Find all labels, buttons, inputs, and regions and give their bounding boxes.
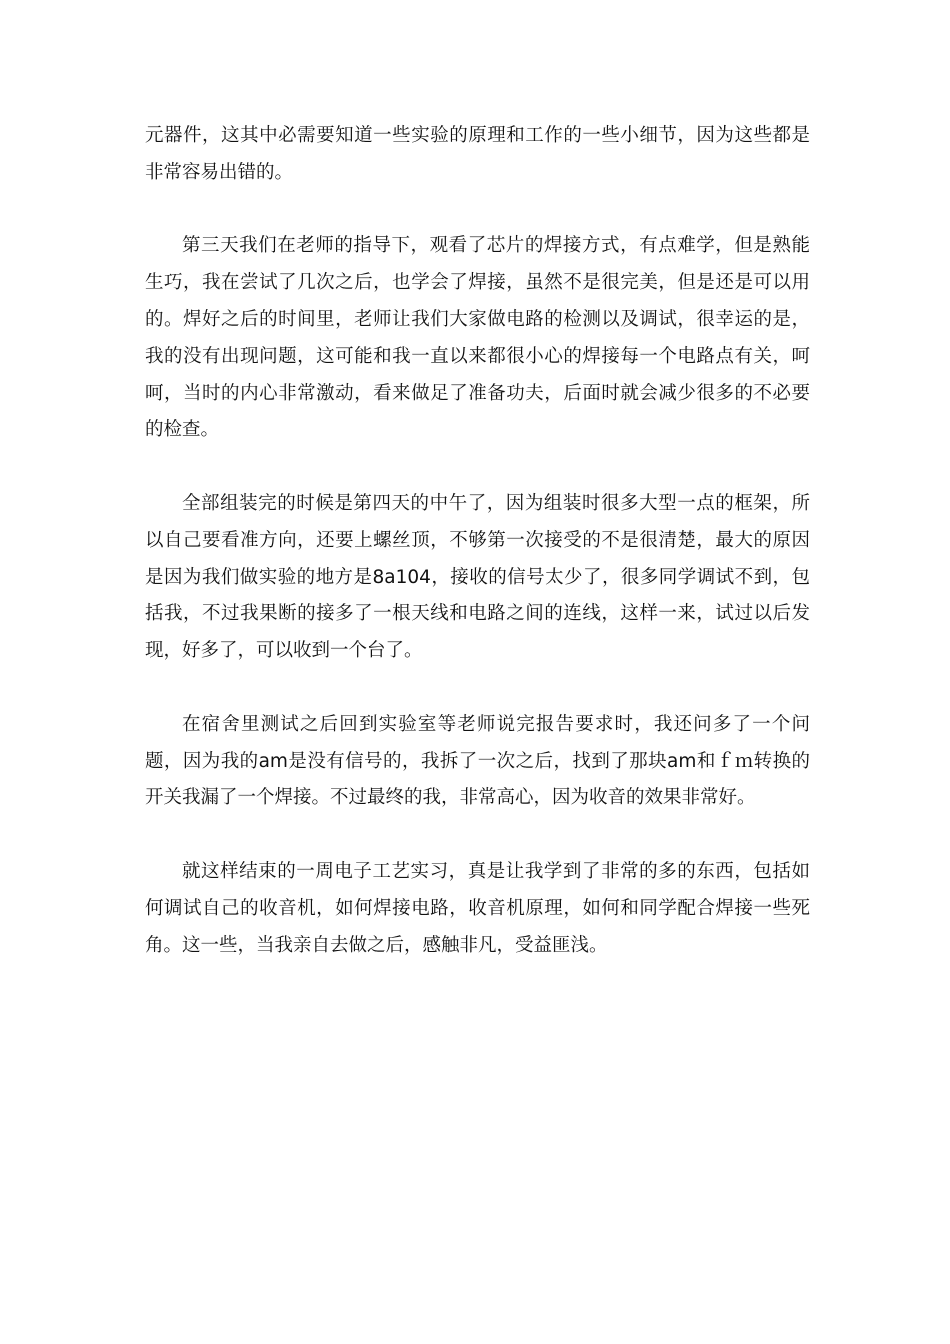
paragraph-2: 第三天我们在老师的指导下，观看了芯片的焊接方式，有点难学，但是熟能生巧，我在尝试了几次之后，也学会了焊接，虽然不是很完美，但是还是可以用的。焊好之后的时间里，老师让我们大家做电路的检测以及调试，很幸运的是，我的没有出现问题，这可能和我一直以来都很小心的焊接每一个电路点有关，呵呵，当时的内心非常激动，看来做足了准备功夫，后面时就会减少很多的不必要的检查。 bbox=[145, 235, 810, 441]
paragraph-5: 就这样结束的一周电子工艺实习，真是让我学到了非常的多的东西，包括如何调试自己的收音机，如何焊接电路，收音机原理，如何和同学配合焊接一些死角。这一些，当我亲自去做之后，感触非凡，受益匪浅。 bbox=[145, 860, 810, 956]
paragraph-3: 全部组装完的时候是第四天的中午了，因为组装时很多大型一点的框架，所以自己要看准方向，还要上螺丝顶，不够第一次接受的不是很清楚，最大的原因是因为我们做实验的地方是8a104，接收的信号太少了，很多同学调试不到，包括我，不过我果断的接多了一根天线和电路之间的连线，这样一来，试过以后发现，好多了，可以收到一个台了。 bbox=[145, 492, 810, 662]
document-body bbox=[145, 118, 810, 1001]
paragraph-1: 元器件，这其中必需要知道一些实验的原理和工作的一些小细节，因为这些都是非常容易出错的。 bbox=[145, 125, 810, 183]
paragraph-4: 在宿舍里测试之后回到实验室等老师说完报告要求时，我还问多了一个问题，因为我的am是没有信号的，我拆了一次之后，找到了那块am和ｆｍ转换的开关我漏了一个焊接。不过最终的我，非常高心，因为收音的效果非常好。 bbox=[145, 713, 811, 809]
